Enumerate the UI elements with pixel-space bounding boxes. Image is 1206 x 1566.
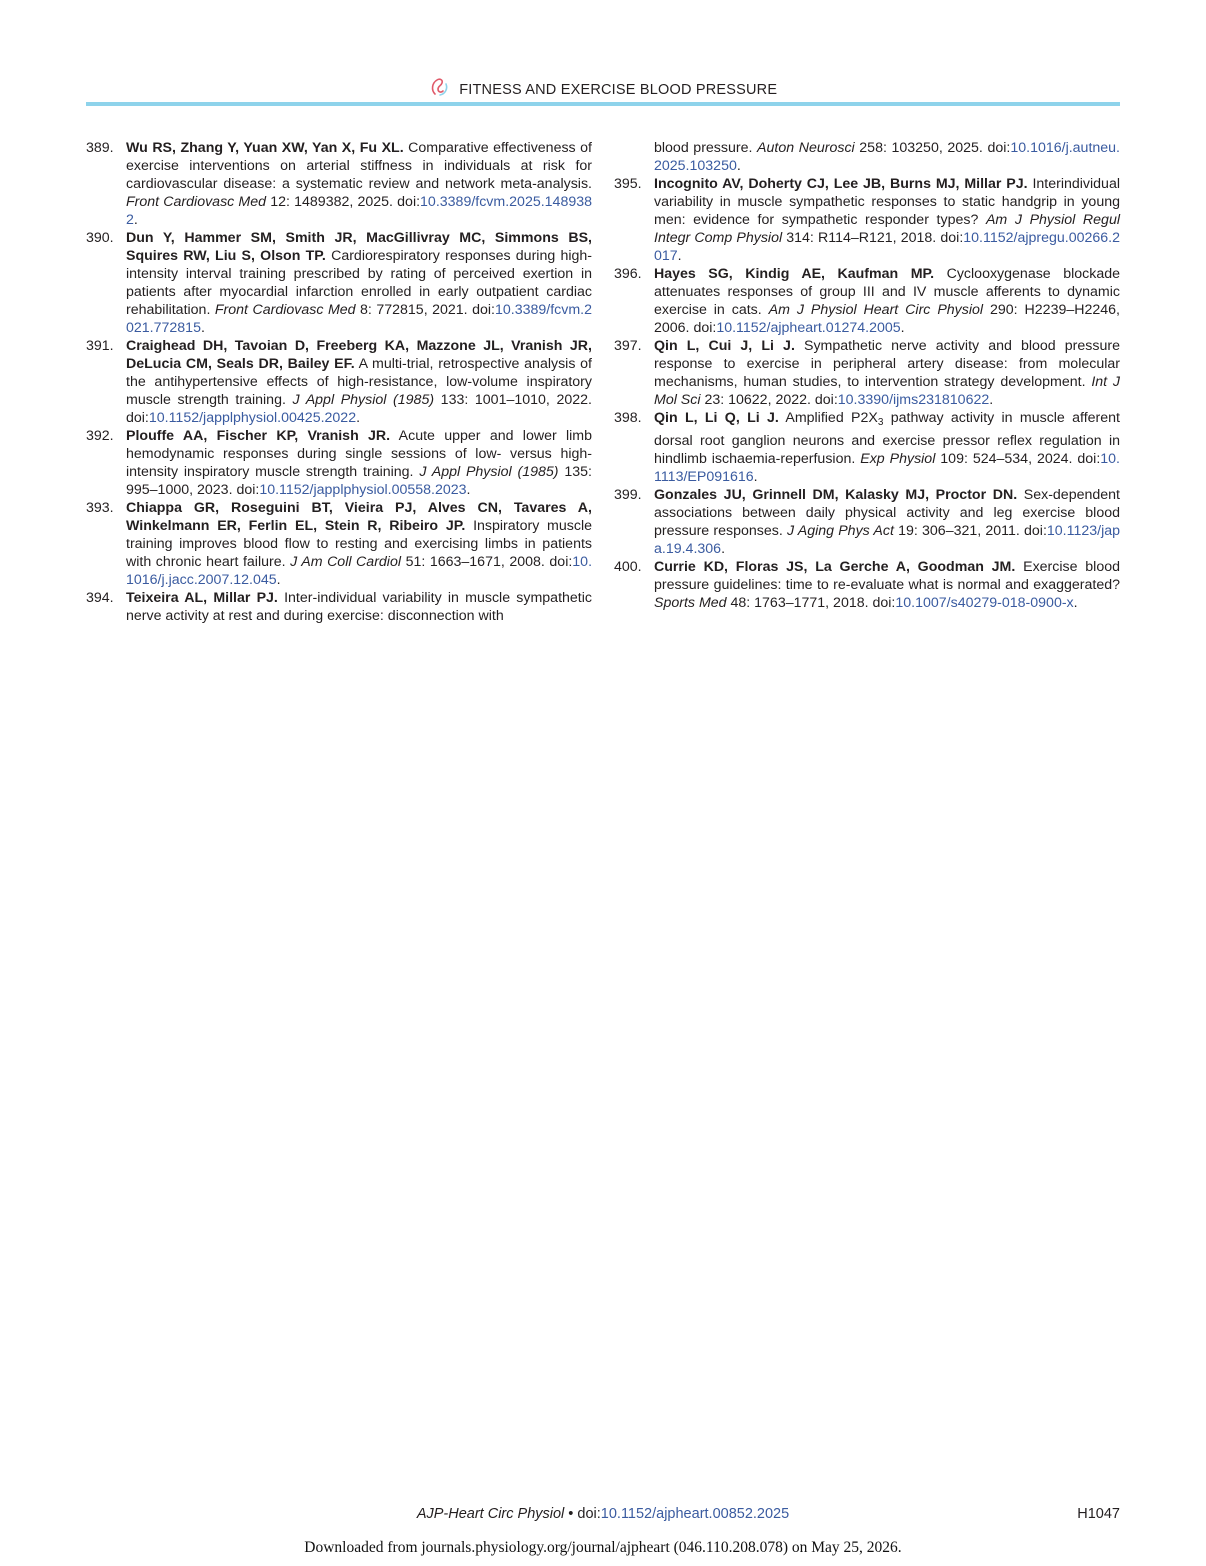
reference-number: 391. <box>86 338 114 354</box>
punctuation: . <box>721 541 726 557</box>
reference-details: 51: 1663–1671, 2008. doi: <box>401 554 573 570</box>
reference-details: 133: 1001–1010, 2022. doi: <box>126 392 592 426</box>
reference-number: 397. <box>614 338 642 354</box>
reference-title: Exercise blood pressure guidelines: time to re-evaluate what is normal and exaggerated? <box>654 559 1121 593</box>
reference-391 <box>86 337 592 427</box>
reference-authors: Craighead DH, Tavoian D, Freeberg KA, Mazzone JL, Vranish JR, DeLucia CM, Seals DR, Bailey EF. <box>126 338 592 372</box>
reference-title: Cardiorespiratory responses during high-intensity interval training prescribed by rating of perceived exertion in patients after myocardial infarction enrolled in early outpatient cardiac rehabilitation. <box>126 248 593 318</box>
footer-journal: AJP-Heart Circ Physiol <box>416 1506 565 1522</box>
reference-authors: Chiappa GR, Roseguini BT, Vieira PJ, Alves CN, Tavares A, Winkelmann ER, Ferlin EL, Stein R, Ribeiro JP. <box>126 500 592 534</box>
reference-396 <box>614 265 1120 337</box>
reference-title: Inspiratory muscle training improves blood flow to resting and exercising limbs in patients with chronic heart failure. <box>126 518 593 570</box>
reference-details: 135: 995–1000, 2023. doi: <box>126 464 592 498</box>
doi-link[interactable]: 10.3389/fcvm.2021.772815 <box>126 302 593 336</box>
doi-link[interactable]: 10.1007/s40279-018-0900-x <box>895 595 1074 611</box>
reference-authors: Teixeira AL, Millar PJ. <box>126 590 278 606</box>
punctuation: . <box>466 482 471 498</box>
reference-journal: Front Cardiovasc Med <box>126 194 267 210</box>
doi-link[interactable]: 10.1016/j.jacc.2007.12.045 <box>126 554 593 588</box>
reference-390 <box>86 229 592 337</box>
reference-395 <box>614 175 1120 265</box>
reference-number: 394. <box>86 590 114 606</box>
reference-title: blood pressure. <box>654 140 758 156</box>
reference-authors: Incognito AV, Doherty CJ, Lee JB, Burns MJ, Millar PJ. <box>654 176 1028 192</box>
reference-number: 399. <box>614 487 642 503</box>
reference-details: 19: 306–321, 2011. doi: <box>893 523 1047 539</box>
reference-title: Sex-dependent associations between daily physical activity and leg exercise blood pressure responses. <box>654 487 1120 539</box>
reference-journal: Front Cardiovasc Med <box>214 302 356 318</box>
reference-journal: J Aging Phys Act <box>786 523 894 539</box>
doi-link[interactable]: 10.3389/fcvm.2025.1489382 <box>126 194 593 228</box>
doi-link[interactable]: 10.1152/japplphysiol.00558.2023 <box>259 482 467 498</box>
punctuation: . <box>736 158 741 174</box>
reference-authors: Dun Y, Hammer SM, Smith JR, MacGillivray MC, Simmons BS, Squires RW, Liu S, Olson TP. <box>126 230 592 264</box>
reference-journal: Sports Med <box>654 595 727 611</box>
reference-389 <box>86 139 592 229</box>
doi-link[interactable]: 10.1152/ajpheart.01274.2005 <box>716 320 901 336</box>
reference-title-rest: pathway activity in muscle afferent dorsal root ganglion neurons and exercise pressor reflex regulation in hindlimb ischaemia-reperfusion. <box>654 410 1120 467</box>
reference-title: Sympathetic nerve activity and blood pressure response to exercise in peripheral artery disease: from molecular mechanisms, human studies, to intervention strategy development. <box>654 338 1120 390</box>
footer-citation <box>86 1506 1120 1522</box>
reference-title: Inter-individual variability in muscle sympathetic nerve activity at rest and during exercise: disconnection with <box>126 590 592 624</box>
doi-link[interactable]: 10.1152/ajpregu.00266.2017 <box>654 230 1120 264</box>
punctuation: . <box>133 212 138 228</box>
footer-doi-link[interactable]: 10.1152/ajpheart.00852.2025 <box>600 1506 790 1522</box>
punctuation: . <box>276 572 281 588</box>
reference-number: 389. <box>86 140 114 156</box>
reference-journal: Exp Physiol <box>860 451 936 467</box>
subscript: 3 <box>877 417 884 428</box>
reference-number: 395. <box>614 176 642 192</box>
punctuation: . <box>1073 595 1078 611</box>
reference-title: A multi-trial, retrospective analysis of the antihypertensive effects of high-resistance, low-volume inspiratory muscle strength training. <box>126 356 592 408</box>
reference-number: 396. <box>614 266 642 282</box>
header-rule <box>86 102 1120 106</box>
page-footer <box>86 1506 1120 1528</box>
reference-title: Interindividual variability in muscle sympathetic responses to static handgrip in young men: evidence for sympathetic responder types? <box>654 176 1120 228</box>
punctuation: . <box>677 248 682 264</box>
reference-details: 8: 772815, 2021. doi: <box>355 302 495 318</box>
reference-journal: Am J Physiol Heart Circ Physiol <box>768 302 984 318</box>
reference-394-continued <box>614 139 1120 175</box>
reference-number: 400. <box>614 559 642 575</box>
reference-number: 390. <box>86 230 114 246</box>
punctuation: . <box>356 410 361 426</box>
reference-title: Acute upper and lower limb hemodynamic responses during single sessions of low- versus high-intensity inspiratory muscle strength training. <box>126 428 593 480</box>
reference-397 <box>614 337 1120 409</box>
reference-details: 48: 1763–1771, 2018. doi: <box>726 595 896 611</box>
doi-link[interactable]: 10.1113/EP091616 <box>654 451 1120 485</box>
reference-authors: Hayes SG, Kindig AE, Kaufman MP. <box>654 266 935 282</box>
doi-link[interactable]: 10.3390/ijms231810622 <box>837 392 990 408</box>
reference-number: 398. <box>614 410 642 426</box>
reference-details: 12: 1489382, 2025. doi: <box>266 194 421 210</box>
reference-journal: J Appl Physiol (1985) <box>419 464 559 480</box>
footer-separator: • doi: <box>564 1506 601 1522</box>
reference-399 <box>614 486 1120 558</box>
reference-authors: Wu RS, Zhang Y, Yuan XW, Yan X, Fu XL. <box>126 140 404 156</box>
punctuation: . <box>989 392 994 408</box>
download-notice: Downloaded from journals.physiology.org/journal/ajpheart (046.110.208.078) on May 25, 2026. <box>304 1539 902 1556</box>
reference-392 <box>86 427 592 499</box>
reference-authors: Currie KD, Floras JS, La Gerche A, Goodman JM. <box>654 559 1016 575</box>
punctuation: . <box>753 469 758 485</box>
reference-title: Comparative effectiveness of exercise interventions on arterial stiffness in individuals at risk for cardiovascular disease: a systematic review and network meta-analysis. <box>126 140 592 192</box>
reference-journal: Auton Neurosci <box>757 140 855 156</box>
reference-authors: Qin L, Cui J, Li J. <box>654 338 795 354</box>
reference-journal: J Am Coll Cardiol <box>290 554 402 570</box>
header-title: FITNESS AND EXERCISE BLOOD PRESSURE <box>459 82 778 99</box>
left-column <box>86 139 592 625</box>
right-column <box>614 139 1120 612</box>
reference-details: 290: H2239–H2246, 2006. doi: <box>654 302 1120 336</box>
doi-link[interactable]: 10.1152/japplphysiol.00425.2022 <box>148 410 357 426</box>
reference-details: 314: R114–R121, 2018. doi: <box>782 230 964 246</box>
reference-394 <box>86 589 592 625</box>
doi-link[interactable]: 10.1123/japa.19.4.306 <box>654 523 1120 557</box>
reference-details: 258: 103250, 2025. doi: <box>854 140 1011 156</box>
reference-number: 392. <box>86 428 114 444</box>
reference-journal: Int J Mol Sci <box>654 374 1120 408</box>
reference-journal: J Appl Physiol (1985) <box>292 392 435 408</box>
reference-title: Cyclooxygenase blockade attenuates responses of group III and IV muscle afferents to dynamic exercise in cats. <box>654 266 1120 318</box>
reference-journal: Am J Physiol Regul Integr Comp Physiol <box>654 212 1120 246</box>
reference-400 <box>614 558 1120 612</box>
reference-authors: Qin L, Li Q, Li J. <box>654 410 779 426</box>
reference-title: Amplified P2X <box>778 410 878 426</box>
reference-398 <box>614 409 1120 486</box>
punctuation: . <box>200 320 205 336</box>
reference-number: 393. <box>86 500 114 516</box>
reference-393 <box>86 499 592 589</box>
page-number: H1047 <box>1077 1506 1120 1522</box>
reference-details: 109: 524–534, 2024. doi: <box>935 451 1101 467</box>
journal-logo-icon <box>429 77 451 97</box>
reference-details: 23: 10622, 2022. doi: <box>700 392 838 408</box>
reference-authors: Gonzales JU, Grinnell DM, Kalasky MJ, Proctor DN. <box>654 487 1018 503</box>
reference-authors: Plouffe AA, Fischer KP, Vranish JR. <box>126 428 391 444</box>
punctuation: . <box>900 320 905 336</box>
doi-link[interactable]: 10.1016/j.autneu.2025.103250 <box>654 140 1120 174</box>
